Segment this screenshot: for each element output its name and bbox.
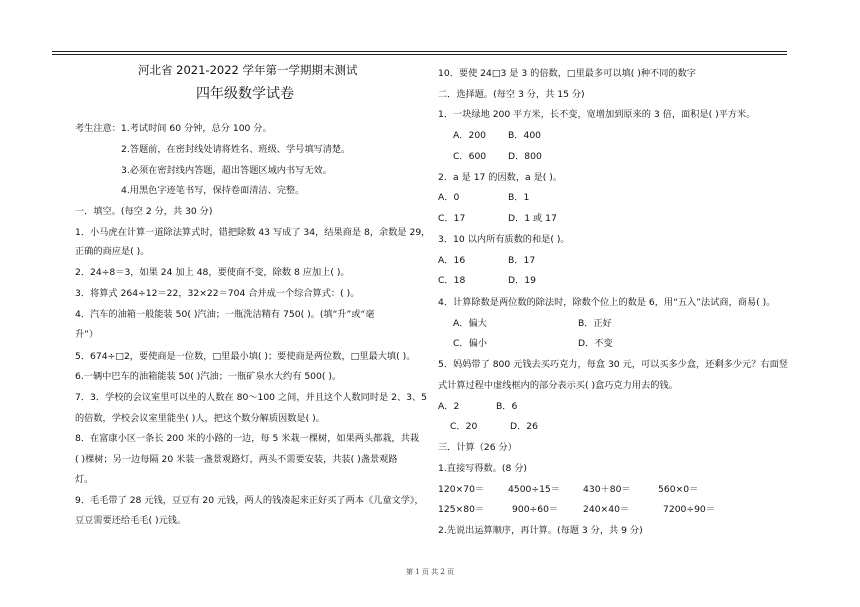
section-heading: 二．选择题。(每空 3 分，共 15 分): [438, 89, 585, 100]
calc-item: 125×80＝: [438, 504, 485, 515]
calc-item: 240×40＝: [583, 504, 630, 515]
question-line: 5．674÷□2，要使商是一位数，□里最小填( )；要使商是两位数，□里最大填( )。: [75, 351, 416, 362]
top-rule: [52, 51, 787, 52]
option: C．偏小: [453, 338, 487, 349]
option: D．19: [508, 275, 536, 286]
question-line: 的倍数，学校会议室里能坐( )人，把这个数分解质因数是( )。: [75, 413, 325, 424]
question-line: 正确的商应是( )。: [75, 246, 150, 257]
question-line: ( )棵树；另一边每隔 20 米装一盏景观路灯，两头不需要安装，共装( )盏景观路: [75, 454, 398, 465]
option: C．17: [438, 213, 466, 224]
exam-subtitle: 四年级数学试卷: [196, 86, 294, 102]
option: A．16: [438, 255, 466, 266]
question-line: 1．小马虎在计算一道除法算式时，错把除数 43 写成了 34，结果商是 8，余数是 29，: [75, 227, 431, 238]
question-line: 灯。: [75, 474, 94, 485]
option: D．26: [510, 421, 538, 432]
option: C．18: [438, 275, 466, 286]
question-line: 3．将算式 264÷12＝22，32×22＝704 合并成一个综合算式：( )。: [75, 288, 360, 299]
calc-item: 120×70＝: [438, 484, 485, 495]
question-line: 1.直接写得数。(8 分): [438, 463, 528, 474]
option: A．2: [438, 401, 460, 412]
section-heading: 三．计算（26 分）: [438, 442, 517, 453]
exam-title: 河北省 2021-2022 学年第一学期期末测试: [138, 63, 358, 77]
question-line: 4．汽车的油箱一般能装 50( )汽油；一瓶洗洁精有 750( )。(填“升”或“毫: [75, 309, 375, 320]
option: C．600: [453, 151, 487, 162]
question-line: 4．计算除数是两位数的除法时，除数个位上的数是 6，用“五入”法试商，商易( )。: [438, 297, 776, 308]
notice-item: 2.答题前，在密封线处请将姓名、班级、学号填写清楚。: [121, 144, 351, 155]
question-line: 式计算过程中虚线框内的部分表示买( )盒巧克力用去的钱。: [438, 380, 678, 391]
notice-item: 4.用黑色字迹笔书写，保持卷面清洁、完整。: [121, 185, 305, 196]
question-line: 8．在富康小区一条长 200 米的小路的一边，每 5 米栽一棵树，如果两头都栽，共栽: [75, 433, 420, 444]
question-line: 1．一块绿地 200 平方米，长不变，宽增加到原来的 3 倍，面积是( )平方米。: [438, 109, 756, 120]
question-line: 升”）: [75, 329, 99, 340]
option: B．正好: [578, 318, 612, 329]
option: B．1: [508, 192, 530, 203]
option: D．800: [508, 151, 542, 162]
question-line: 5．妈妈带了 800 元钱去买巧克力，每盒 30 元，可以买多少盒，还剩多少元？右面竖: [438, 359, 788, 370]
notice-lead: 考生注意：1.考试时间 60 分钟，总分 100 分。: [75, 123, 272, 134]
section-heading: 一．填空。(每空 2 分，共 30 分): [75, 206, 213, 217]
question-line: 9．毛毛带了 28 元钱，豆豆有 20 元钱，两人的钱凑起来正好买了两本《儿童文学》，: [75, 495, 424, 506]
question-line: 3．10 以内所有质数的和是( )。: [438, 234, 570, 245]
question-line: 2．24÷8＝3，如果 24 加上 48，要使商不变，除数 8 应加上( )。: [75, 267, 350, 278]
question-line: 2.先说出运算顺序，再计算。(每题 3 分，共 9 分): [438, 525, 643, 536]
option: D．1 或 17: [508, 213, 557, 224]
question-line: 2．a 是 17 的因数，a 是( )。: [438, 172, 563, 183]
option: D．不变: [578, 338, 613, 349]
question-line: 豆豆需要还给毛毛( )元钱。: [75, 515, 187, 526]
question-line: 6.一辆中巴车的油箱能装 50( )汽油；一瓶矿泉水大约有 500( )。: [75, 371, 342, 382]
option: A．偏大: [453, 318, 487, 329]
option: B．400: [508, 130, 542, 141]
option: A．200: [453, 130, 487, 141]
option: C．20: [450, 421, 478, 432]
top-rule-inner: [52, 54, 787, 55]
calc-item: 430＋80＝: [583, 484, 631, 495]
calc-item: 4500÷15＝: [508, 484, 560, 495]
question-line: 10．要使 24□3 是 3 的倍数，□里最多可以填( )种不同的数字: [438, 68, 696, 79]
calc-item: 7200÷90＝: [663, 504, 715, 515]
calc-item: 560×0＝: [658, 484, 699, 495]
option: A．0: [438, 192, 460, 203]
option: B．17: [508, 255, 536, 266]
question-line: 7．3．学校的会议室里可以坐的人数在 80～100 之间，并且这个人数同时是 2、3、5: [75, 392, 428, 403]
notice-item: 3.必须在密封线内答题，超出答题区域内书写无效。: [121, 165, 332, 176]
calc-item: 900÷60＝: [512, 504, 559, 515]
option: B．6: [496, 401, 518, 412]
page-footer: 第 1 页 共 2 页: [405, 568, 455, 576]
